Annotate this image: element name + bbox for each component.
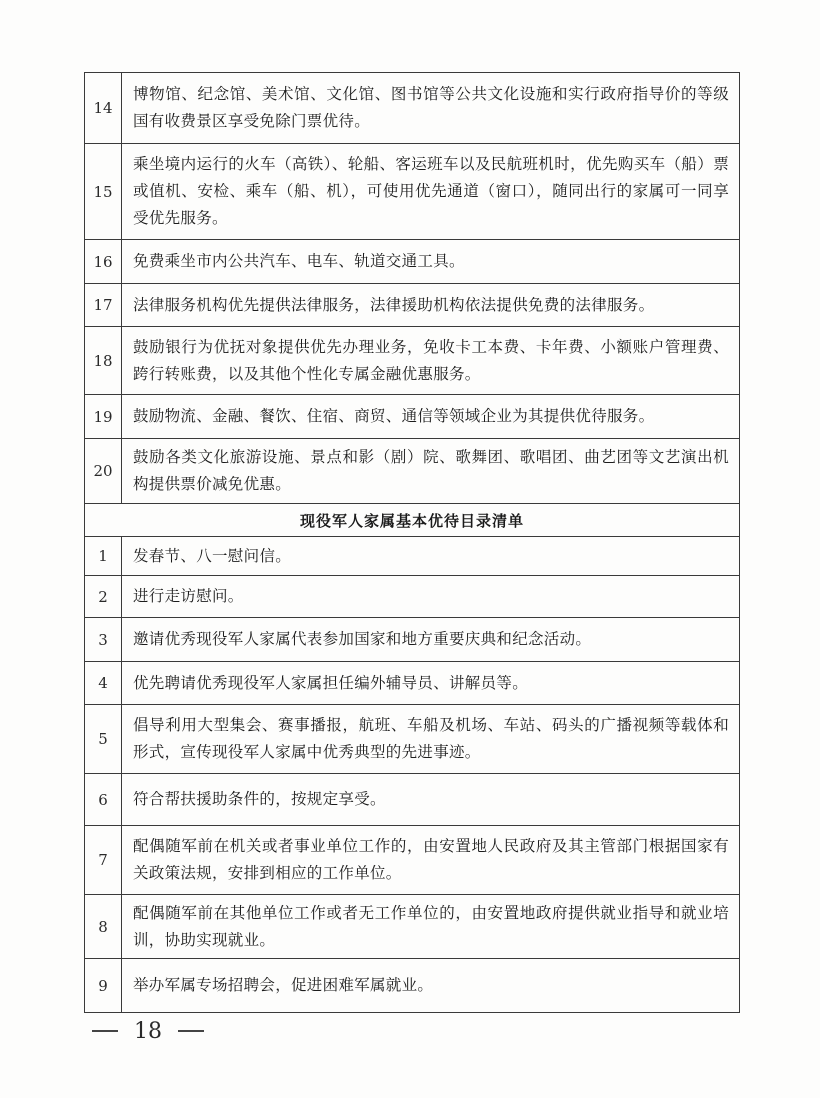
section-title: 现役军人家属基本优待目录清单 — [85, 504, 740, 537]
table-row — [85, 618, 740, 662]
row-text: 发春节、八一慰问信。 — [122, 537, 740, 576]
row-number: 16 — [85, 240, 122, 284]
row-text: 优先聘请优秀现役军人家属担任编外辅导员、讲解员等。 — [122, 662, 740, 705]
table-row — [85, 73, 740, 144]
row-text: 鼓励各类文化旅游设施、景点和影（剧）院、歌舞团、歌唱团、曲艺团等文艺演出机构提供票价减免优惠。 — [122, 439, 740, 504]
dash-right — [178, 1030, 204, 1032]
table-row — [85, 144, 740, 240]
row-text: 配偶随军前在其他单位工作或者无工作单位的，由安置地政府提供就业指导和就业培训，协助实现就业。 — [122, 895, 740, 959]
table-row — [85, 240, 740, 284]
table-row — [85, 395, 740, 439]
table-row — [85, 774, 740, 826]
row-number: 9 — [85, 959, 122, 1013]
row-text: 法律服务机构优先提供法律服务，法律援助机构依法提供免费的法律服务。 — [122, 284, 740, 327]
row-number: 18 — [85, 327, 122, 395]
benefits-table — [84, 72, 740, 1013]
row-number: 5 — [85, 705, 122, 774]
row-number: 4 — [85, 662, 122, 705]
table-row — [85, 895, 740, 959]
table-row — [85, 327, 740, 395]
row-number: 19 — [85, 395, 122, 439]
table-row — [85, 826, 740, 895]
row-text: 博物馆、纪念馆、美术馆、文化馆、图书馆等公共文化设施和实行政府指导价的等级国有收费景区享受免除门票优待。 — [122, 73, 740, 144]
row-text: 乘坐境内运行的火车（高铁）、轮船、客运班车以及民航班机时，优先购买车（船）票或值机、安检、乘车（船、机），可使用优先通道（窗口），随同出行的家属可一同享受优先服务。 — [122, 144, 740, 240]
row-number: 8 — [85, 895, 122, 959]
row-text: 免费乘坐市内公共汽车、电车、轨道交通工具。 — [122, 240, 740, 284]
row-text: 符合帮扶援助条件的，按规定享受。 — [122, 774, 740, 826]
table-row — [85, 439, 740, 504]
row-text: 配偶随军前在机关或者事业单位工作的，由安置地人民政府及其主管部门根据国家有关政策法规，安排到相应的工作单位。 — [122, 826, 740, 895]
row-number: 3 — [85, 618, 122, 662]
row-text: 倡导利用大型集会、赛事播报，航班、车船及机场、车站、码头的广播视频等载体和形式，宣传现役军人家属中优秀典型的先进事迹。 — [122, 705, 740, 774]
row-number: 6 — [85, 774, 122, 826]
row-text: 鼓励银行为优抚对象提供优先办理业务，免收卡工本费、卡年费、小额账户管理费、跨行转账费，以及其他个性化专属金融优惠服务。 — [122, 327, 740, 395]
page-number: 18 — [134, 1018, 162, 1044]
row-text: 进行走访慰问。 — [122, 576, 740, 618]
table-row — [85, 537, 740, 576]
row-number: 20 — [85, 439, 122, 504]
row-text: 邀请优秀现役军人家属代表参加国家和地方重要庆典和纪念活动。 — [122, 618, 740, 662]
dash-left — [92, 1030, 118, 1032]
row-number: 7 — [85, 826, 122, 895]
table-row — [85, 576, 740, 618]
row-number: 1 — [85, 537, 122, 576]
table-row — [85, 662, 740, 705]
table-row — [85, 705, 740, 774]
row-number: 14 — [85, 73, 122, 144]
page-footer — [92, 1016, 204, 1046]
section-header-row — [85, 504, 740, 537]
row-text: 鼓励物流、金融、餐饮、住宿、商贸、通信等领域企业为其提供优待服务。 — [122, 395, 740, 439]
row-text: 举办军属专场招聘会，促进困难军属就业。 — [122, 959, 740, 1013]
row-number: 17 — [85, 284, 122, 327]
table-row — [85, 959, 740, 1013]
row-number: 15 — [85, 144, 122, 240]
row-number: 2 — [85, 576, 122, 618]
table-row — [85, 284, 740, 327]
